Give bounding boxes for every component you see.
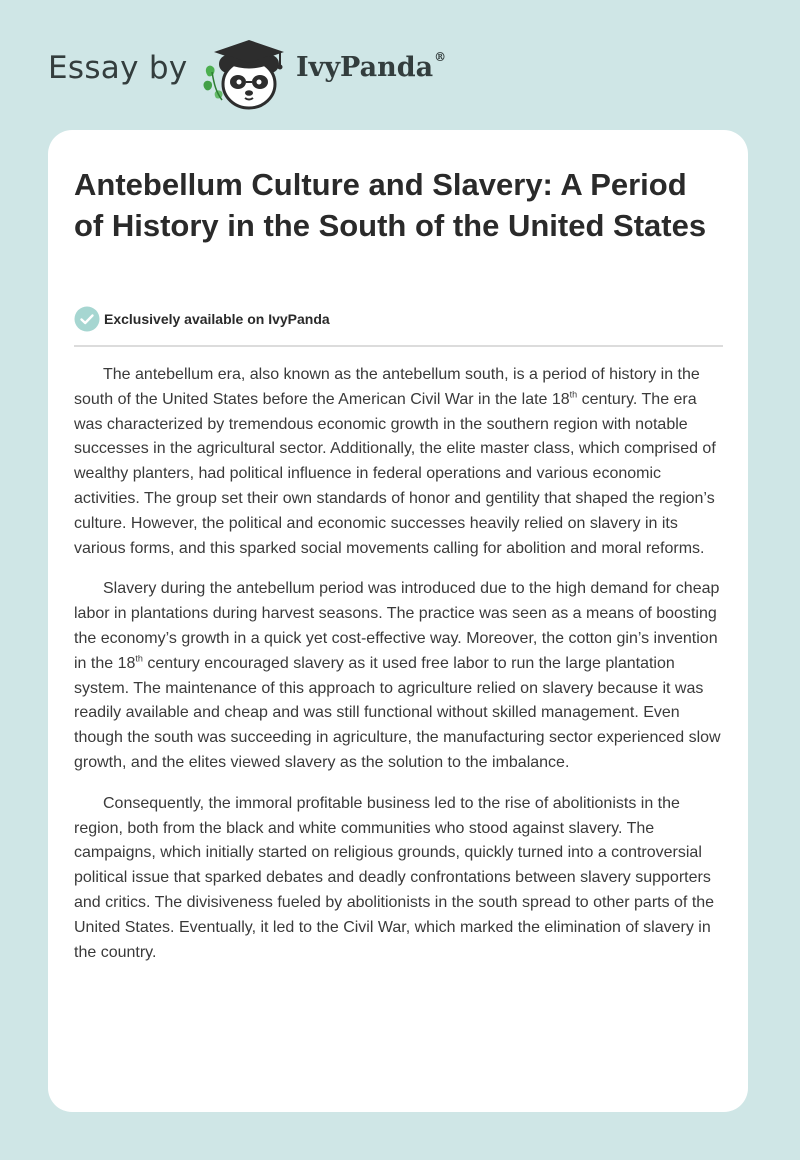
paragraph-1-text-a: The antebellum era, also known as the antebellum south, is a period of history in the south of the United States before the American Civil War in the late 18 [74,366,700,408]
essay-by-label: Essay by [48,50,188,86]
brand-label: IvyPanda [296,52,434,83]
registered-mark: ® [434,50,447,64]
paragraph-2-text-b: century encouraged slavery as it used free labor to run the large plantation system. The maintenance of this approach to agriculture relied on slavery because it was readily available and cheap and was still functional without skilled management. Even though the south was succeeding in agriculture, the manufacturing sector experienced slow growth, and the elites viewed slavery as the solution to the imbalance. [74,654,721,771]
panda-graduation-cap-icon[interactable] [200,32,296,110]
paragraph-2 [74,577,726,775]
paragraph-1 [74,363,726,561]
paragraph-1-text-b: century. The era was characterized by tremendous economic growth in the southern region with notable successes in the agricultural sector. Additionally, the elite master class, which comprised of wealthy planters, had political influence in federal operations and various economic activities. The group set their own standards of honor and gentility that shaped the region’s culture. However, the political and economic successes heavily relied on slavery in its various forms, and this sparked social movements calling for abolition and moral reforms. [74,390,716,557]
site-header [0,0,800,130]
ordinal-suffix: th [569,389,578,400]
exclusive-badge [74,306,330,332]
divider [74,345,723,347]
essay-card [48,130,748,1112]
brand-name[interactable] [296,52,446,83]
essay-body [74,363,726,981]
exclusive-label: Exclusively available on IvyPanda [104,311,330,327]
paragraph-3: Consequently, the immoral profitable business led to the rise of abolitionists in the region, both from the black and white communities who stood against slavery. The campaigns, which initially started on religious grounds, quickly turned into a controversial political issue that sparked debates and deadly confrontations between slavery supporters and critics. The divisiveness fueled by abolitionists in the south spread to other parts of the United States. Eventually, it led to the Civil War, which marked the elimination of slavery in the country. [74,794,715,961]
essay-title: Antebellum Culture and Slavery: A Period of History in the South of the United States [74,167,707,243]
check-circle-icon [74,306,100,332]
ordinal-suffix: th [135,653,143,664]
paragraph-2-text-a: Slavery during the antebellum period was introduced due to the high demand for cheap labor in plantations during harvest seasons. The practice was seen as a means of boosting the economy’s growth in a quick yet cost-effective way. Moreover, the cotton gin’s invention in the 18 [74,580,720,672]
